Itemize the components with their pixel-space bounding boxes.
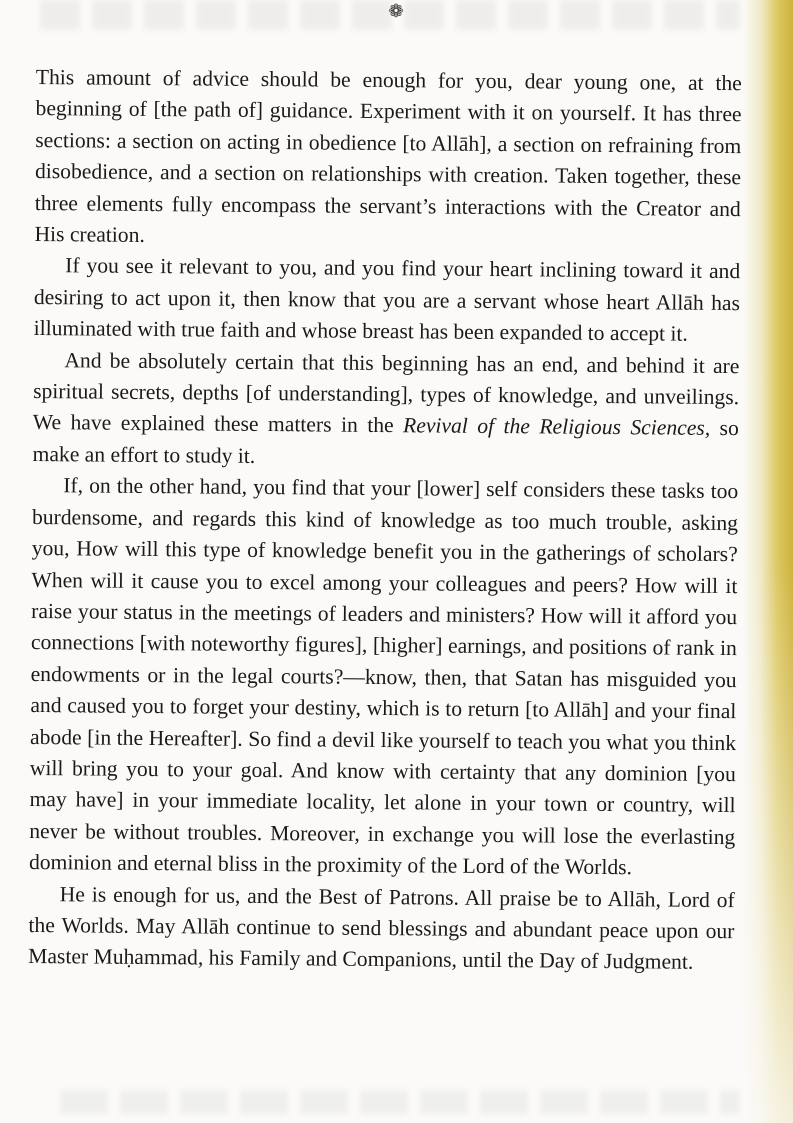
paragraph-3 [32, 345, 739, 477]
page-edge-shadow [743, 0, 793, 1123]
paragraph-1: This amount of advice should be enough for you, dear young one, at the beginning of [the path of] guidance. Experiment with it on yourself. It has three sections: a section on acting in obedience [to Allāh], a section on refraining from disobedience, and a section on relationships with creation. Taken together, these three elements fully encompass the servant’s interactions with the Creator and His creation. [34, 64, 742, 247]
body-text [28, 62, 742, 979]
paragraph-5: He is enough for us, and the Best of Patrons. All praise be to Allāh, Lord of the Worlds. May Allāh continue to send blessings and abundant peace upon our Master Muḥammad, his Family and Companions, until the Day of Judgment. [28, 881, 735, 975]
paragraph-3-before: And be absolutely certain that this beginning has an end, and behind it are spiritual secrets, depths [of understanding], types of knowledge, and unveilings. We have explained these matters in the [32, 347, 740, 438]
paragraph-2: If you see it relevant to you, and you find your heart inclining toward it and desiring to act upon it, then know that you are a servant whose heart Allāh has illuminated with true faith and whose breast has been expanded to accept it. [33, 253, 741, 346]
book-title: Revival of the Religious Sciences, [403, 413, 711, 441]
paragraph-4: If, on the other hand, you find that your [lower] self considers these tasks too burdensome, and regards this kind of knowledge as too much trouble, asking you, How will this type of knowledge benefit you in the gatherings of scholars? When will it cause you to excel among your colleagues and peers? How will it raise your status in the meetings of leaders and ministers? How will it afford you connections [with noteworthy figures], [higher] earnings, and positions of rank in endowments or in the legal courts?—know, then, that Satan has misguided you and caused you to forget your destiny, which is to return [to Allāh] and your final abode [in the Hereafter]. So find a devil like yourself to teach you what you think will bring you to your goal. And know with certainty that any dominion [you may have] in your immediate locality, let alone in your town or country, will never be without troubles. Moreover, in exchange you will lose the everlasting dominion and eternal bliss in the proximity of the Lord of the Worlds. [28, 473, 739, 880]
flower-ornament-icon: ❁ [388, 1, 404, 21]
show-through-text-bottom [60, 1090, 740, 1114]
paragraph-3-after: so make an effort to study it. [32, 416, 739, 468]
